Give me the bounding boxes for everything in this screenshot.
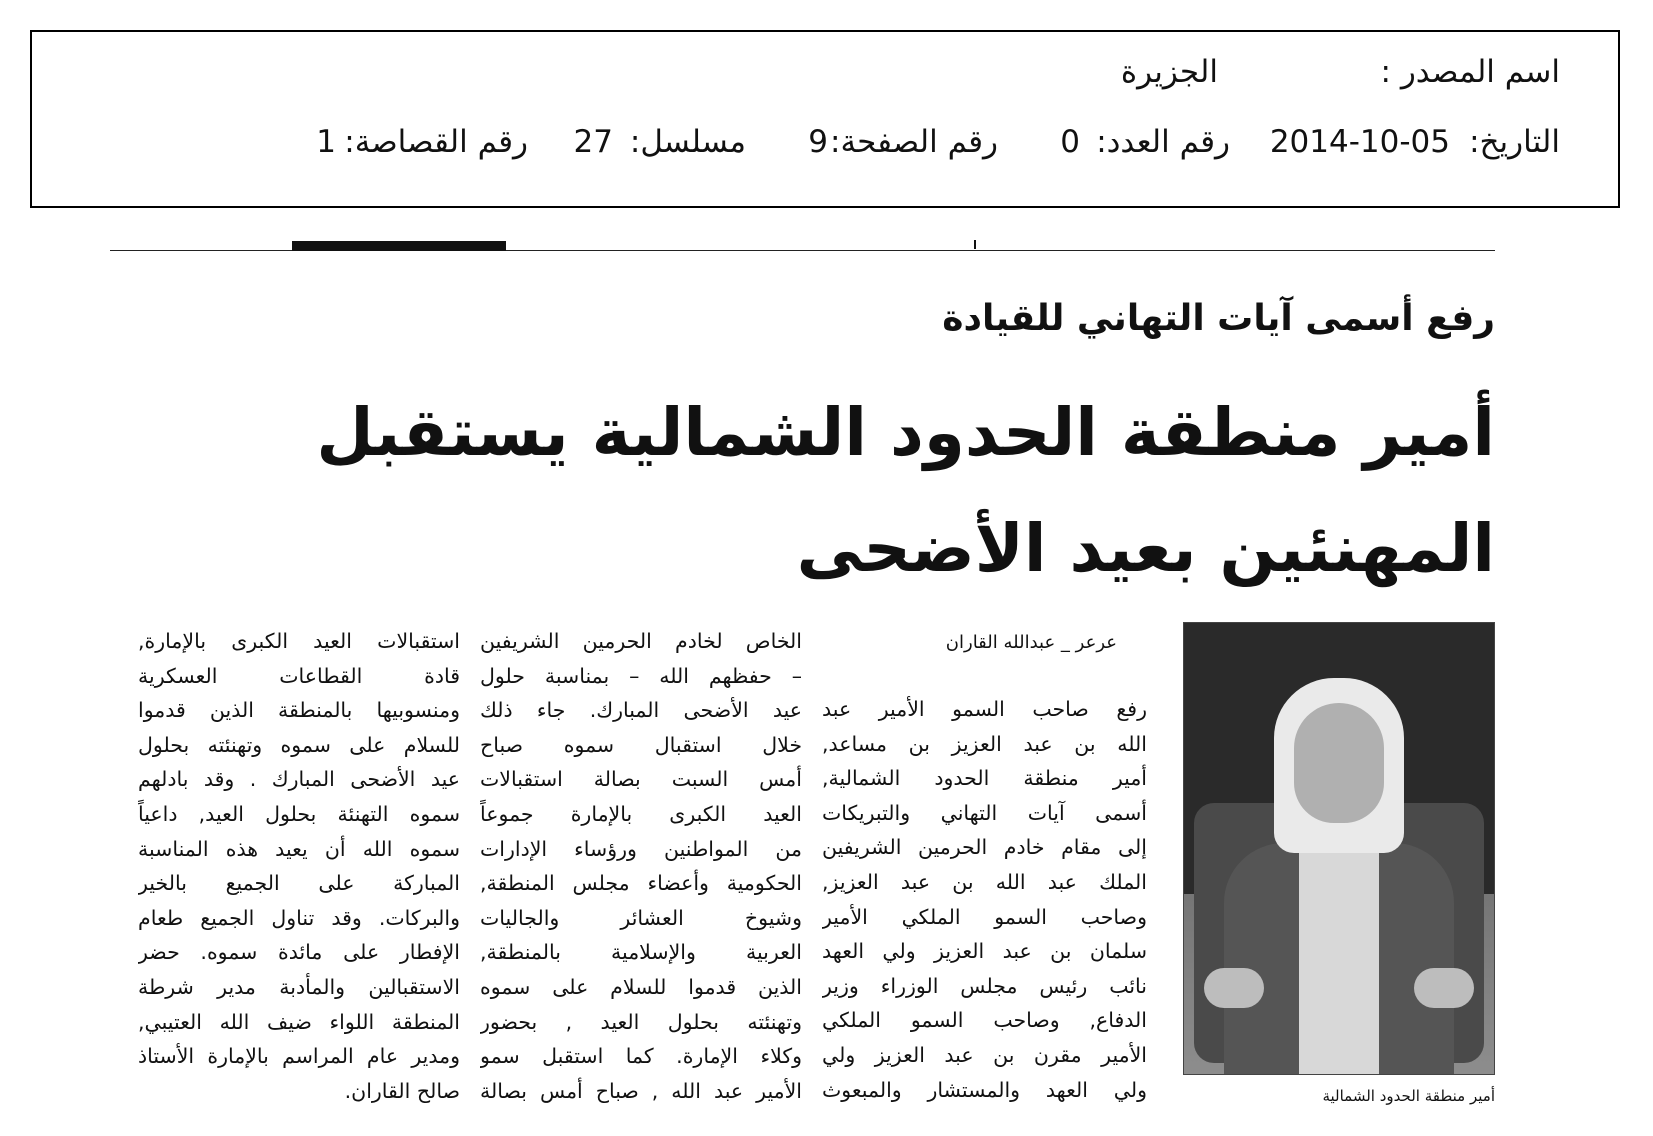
serial-label: مسلسل: [629, 124, 746, 160]
clip-value: 1 [316, 124, 336, 160]
text-line: الحكومية وأعضاء مجلس المنطقة, [480, 871, 802, 896]
text-line: قادة القطاعات العسكرية [138, 663, 460, 688]
source-value: الجزيرة [1120, 54, 1218, 90]
text-line: عيد الأضحى المبارك . وقد بادلهم [138, 767, 460, 792]
text-line: المنطقة اللواء ضيف الله العتيبي, [138, 1009, 460, 1034]
text-line: سموه الله أن يعيد هذه المناسبة [138, 836, 460, 861]
divider-tick [974, 240, 976, 249]
text-line: وشيوخ العشائر والجاليات [480, 905, 802, 930]
text-line: ومدير عام المراسم بالإمارة الأستاذ [138, 1044, 460, 1069]
text-line: أمير منطقة الحدود الشمالية, [822, 766, 1147, 791]
text-line: الله بن عبد العزيز بن مساعد, [822, 731, 1147, 756]
page-value: 9 [808, 124, 828, 160]
article-kicker: رفع أسمى آيات التهاني للقيادة [942, 298, 1495, 339]
prince-photo [1183, 622, 1495, 1075]
source-label: اسم المصدر : [1380, 54, 1560, 90]
issue-value: 0 [1060, 124, 1080, 160]
text-line: العربية والإسلامية بالمنطقة, [480, 940, 802, 965]
text-line: الملك عبد الله بن عبد العزيز, [822, 869, 1147, 894]
date-value: 2014-10-05 [1269, 124, 1450, 160]
text-line: العيد الكبرى بالإمارة جموعاً [480, 801, 802, 826]
text-line: للسلام على سموه وتهنئته بحلول [138, 732, 460, 757]
photo-caption: أمير منطقة الحدود الشمالية [1322, 1087, 1495, 1105]
text-line: رفع صاحب السمو الأمير عبد [822, 697, 1147, 721]
text-line: الاستقبالين والمأدبة مدير شرطة [138, 974, 460, 999]
text-line: إلى مقام خادم الحرمين الشريفين [822, 835, 1147, 860]
text-line: المباركة على الجميع بالخير [138, 871, 460, 896]
article-column-3 [138, 624, 460, 1108]
issue-label: رقم العدد: [1096, 124, 1230, 160]
text-line: عيد الأضحى المبارك. جاء ذلك [480, 698, 802, 723]
text-line: والبركات. وقد تناول الجميع طعام [138, 905, 460, 930]
headline-line-2: المهنئين بعيد الأضحى [796, 510, 1495, 587]
text-line: أمس السبت بصالة استقبالات [480, 767, 802, 792]
text-line: الذين قدموا للسلام على سموه [480, 974, 802, 999]
text-line: ولي العهد والمستشار والمبعوث [822, 1077, 1147, 1102]
text-line: ومنسوبيها بالمنطقة الذين قدموا [138, 698, 460, 723]
text-line: سموه التهنئة بحلول العيد, داعياً [138, 801, 460, 826]
date-label: التاريخ: [1469, 124, 1560, 160]
serial-value: 27 [573, 124, 613, 160]
text-line: الإفطار على مائدة سموه. حضر [138, 940, 460, 965]
text-line: وصاحب السمو الملكي الأمير [822, 904, 1147, 929]
text-line: من المواطنين ورؤساء الإدارات [480, 836, 802, 861]
text-line: صالح القاران. [344, 1078, 460, 1103]
article-column-1 [822, 692, 1147, 1107]
text-line: الخاص لخادم الحرمين الشريفين [480, 629, 802, 653]
text-line: وكلاء الإمارة. كما استقبل سمو [480, 1044, 802, 1069]
text-line: الدفاع, وصاحب السمو الملكي [822, 1008, 1147, 1033]
text-line: نائب رئيس مجلس الوزراء وزير [822, 973, 1147, 998]
top-black-bar [292, 241, 506, 251]
text-line: الأمير مقرن بن عبد العزيز ولي [822, 1042, 1147, 1067]
text-line: – حفظهم الله – بمناسبة حلول [480, 663, 802, 688]
text-line: استقبالات العيد الكبرى بالإمارة, [138, 629, 460, 653]
text-line: خلال استقبال سموه صباح [480, 732, 802, 757]
text-line: أسمى آيات التهاني والتبريكات [822, 800, 1147, 825]
page-label: رقم الصفحة: [830, 124, 998, 160]
text-line: الأمير عبد الله , صباح أمس بصالة [480, 1078, 802, 1103]
text-line: وتهنئته بحلول العيد , بحضور [480, 1009, 802, 1034]
headline-line-1: أمير منطقة الحدود الشمالية يستقبل [316, 394, 1495, 471]
article-headline [316, 375, 1495, 607]
source-info-box [30, 30, 1620, 208]
clip-label: رقم القصاصة: [344, 124, 528, 160]
text-line: سلمان بن عبد العزيز ولي العهد [822, 939, 1147, 964]
article-byline: عرعر _ عبدالله القاران [945, 632, 1117, 653]
article-column-2 [480, 624, 802, 1108]
